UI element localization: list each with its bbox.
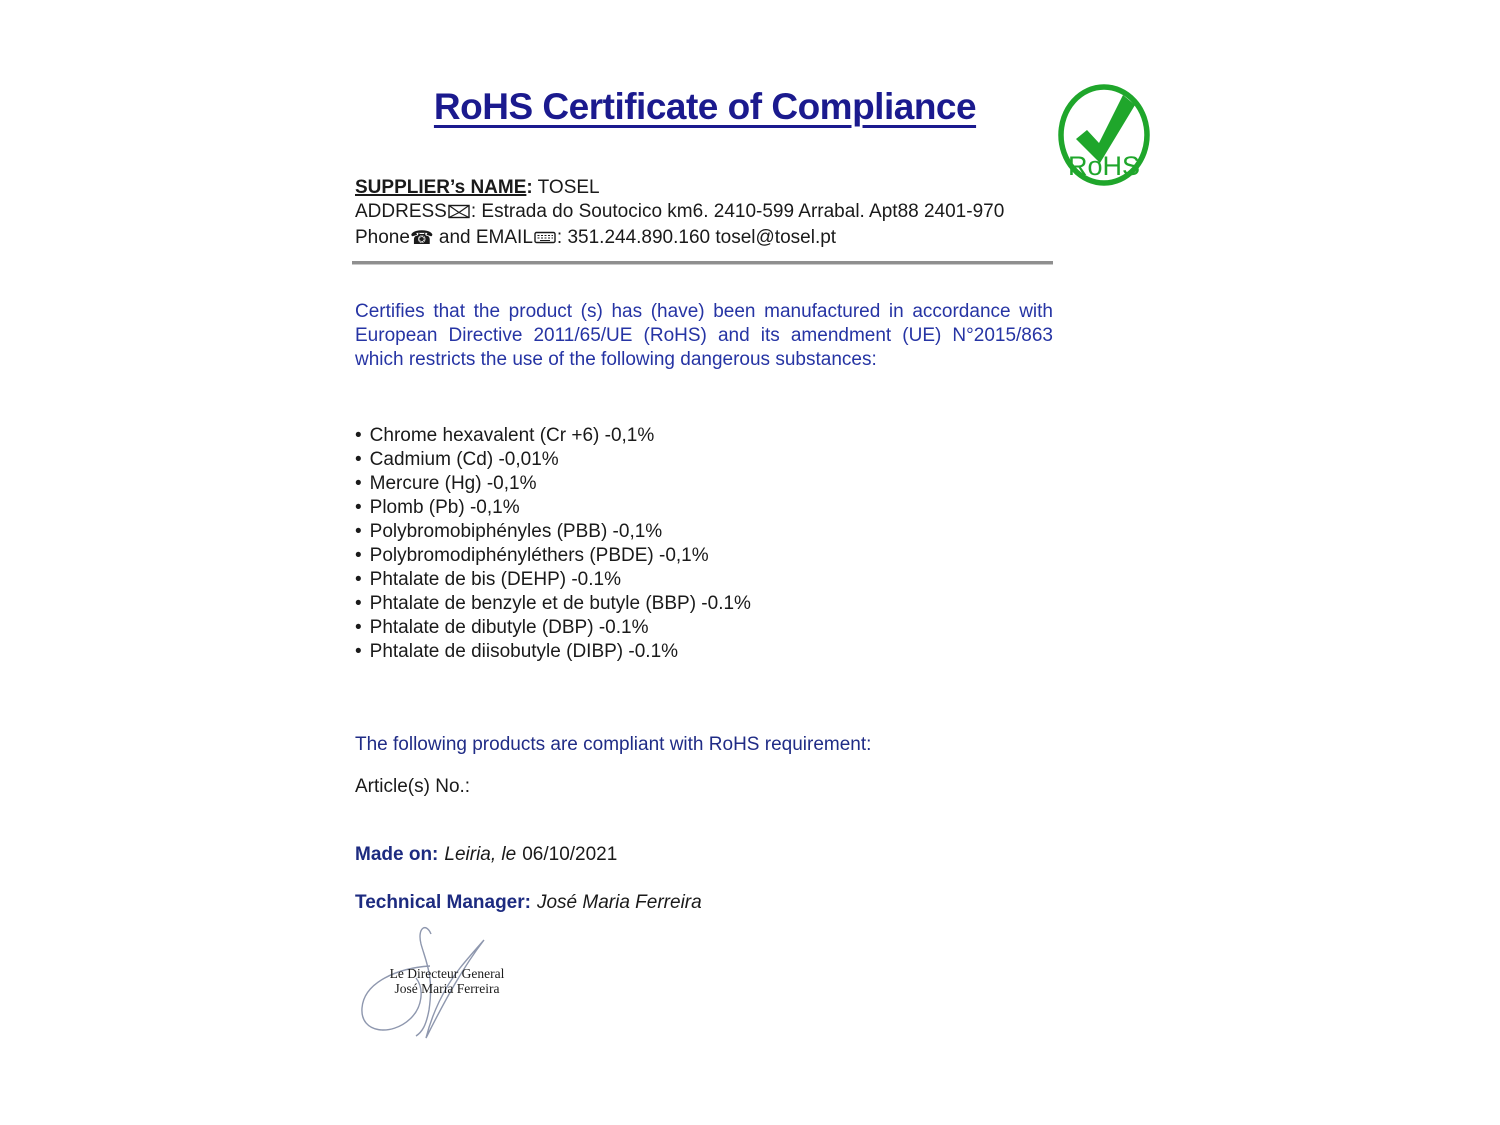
email-conjunction: and EMAIL: [438, 227, 533, 248]
supplier-contact-line: [355, 226, 1055, 252]
made-on-line: [355, 844, 617, 866]
substance-item: • Phtalate de bis (DEHP) -0.1%: [355, 568, 1055, 592]
address-value: Estrada do Soutocico km6. 2410-599 Arrabal. Apt88 2401-970: [481, 201, 1005, 222]
supplier-block: [355, 176, 1055, 252]
substance-item: • Phtalate de dibutyle (DBP) -0.1%: [355, 616, 1055, 640]
technical-manager-name: José Maria Ferreira: [536, 892, 702, 913]
section-divider: [352, 261, 1053, 265]
signature-name: José Maria Ferreira: [394, 981, 500, 996]
substance-item: • Plomb (Pb) -0,1%: [355, 496, 1055, 520]
supplier-name-value: TOSEL: [537, 177, 600, 198]
logo-label: RoHS: [1067, 151, 1141, 181]
article-number-label: Article(s) No.:: [355, 776, 471, 797]
substance-item: • Phtalate de benzyle et de butyle (BBP) -0.1%: [355, 592, 1055, 616]
certification-paragraph: Certifies that the product (s) has (have) been manufactured in accordance with European Directive 2011/65/UE (RoHS) and its amendment (UE) N°2015/863 which restricts the use of the following dangerous substances:: [355, 301, 1053, 370]
signature-text: [362, 966, 532, 996]
supplier-name-colon: :: [526, 177, 533, 198]
phone-label: Phone: [355, 227, 410, 248]
technical-manager-label: Technical Manager:: [355, 892, 531, 913]
contact-value: 351.244.890.160 tosel@tosel.pt: [567, 227, 837, 248]
supplier-name-line: [355, 176, 1055, 200]
signature-block: [352, 918, 532, 1053]
substance-item: • Polybromobiphényles (PBB) -0,1%: [355, 520, 1055, 544]
substance-item: • Mercure (Hg) -0,1%: [355, 472, 1055, 496]
address-label: ADDRESS: [355, 201, 447, 222]
substance-item: • Polybromodiphényléthers (PBDE) -0,1%: [355, 544, 1055, 568]
substance-item: • Cadmium (Cd) -0,01%: [355, 448, 1055, 472]
rohs-logo-graphic: [1056, 82, 1152, 186]
address-colon: :: [470, 201, 477, 222]
made-on-place: Leiria, le: [444, 844, 517, 865]
substance-item: • Chrome hexavalent (Cr +6) -0,1%: [355, 424, 1055, 448]
supplier-address-line: [355, 200, 1055, 226]
signature-title: Le Directeur General: [389, 966, 505, 981]
envelope-icon: [448, 202, 470, 226]
supplier-name-label: SUPPLIER’s NAME: [355, 177, 527, 198]
rohs-logo: [1056, 82, 1152, 186]
page-title: RoHS Certificate of Compliance: [433, 86, 977, 127]
technical-manager-line: [355, 892, 702, 914]
substance-list: [355, 424, 1055, 664]
phone-icon: ☎: [409, 227, 434, 249]
compliance-statement: The following products are compliant with RoHS requirement:: [355, 734, 872, 755]
made-on-label: Made on:: [355, 844, 439, 865]
keyboard-icon: [534, 228, 556, 252]
made-on-date: 06/10/2021: [522, 844, 618, 865]
contact-colon: :: [556, 227, 563, 248]
substance-item: • Phtalate de diisobutyle (DIBP) -0.1%: [355, 640, 1055, 664]
